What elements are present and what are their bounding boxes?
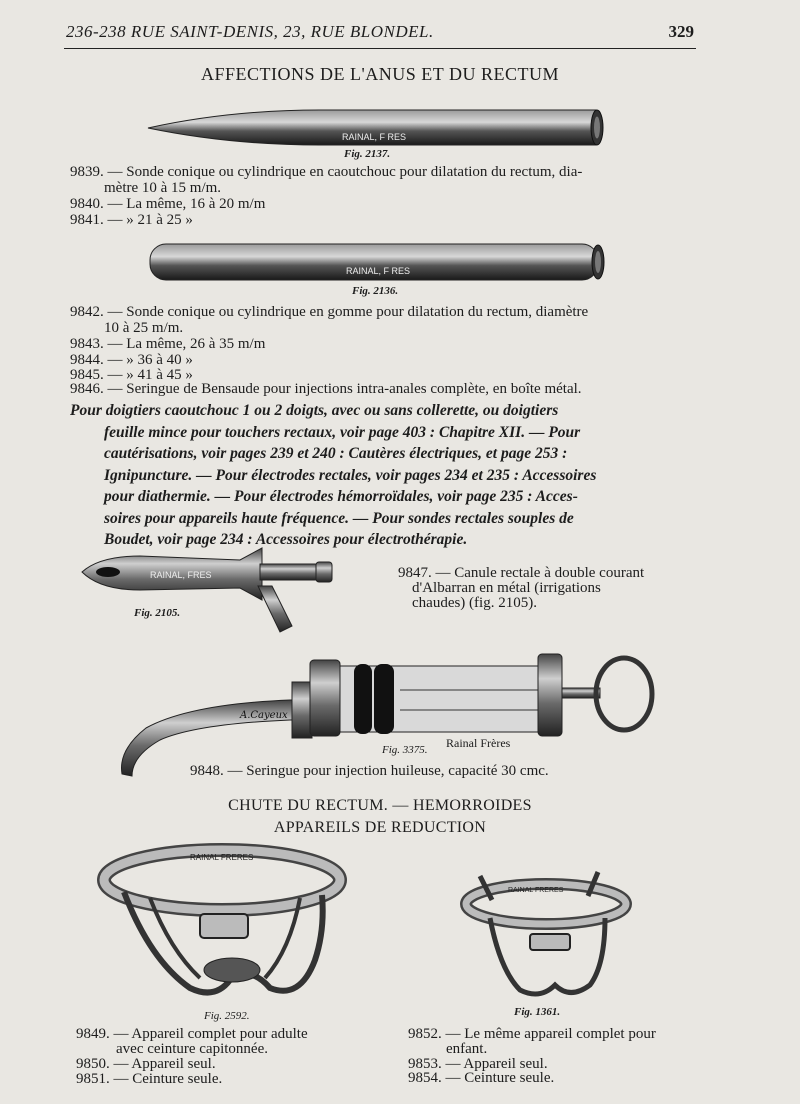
engraving-label: RAINAL FRERES — [190, 853, 254, 862]
item-9846: 9846. — Seringue de Bensaude pour injections intra-anales complète, en boîte métal. — [70, 381, 582, 397]
item-9850: 9850. — Appareil seul. — [76, 1056, 216, 1072]
item-9853: 9853. — Appareil seul. — [408, 1056, 548, 1072]
note-line: Ignipuncture. — Pour électrodes rectales, voir pages 234 et 235 : Accessoires — [104, 466, 597, 484]
item-9839-line2: mètre 10 à 15 m/m. — [104, 180, 222, 196]
item-9847-line2: d'Albarran en métal (irrigations — [412, 580, 601, 596]
item-9854: 9854. — Ceinture seule. — [408, 1070, 555, 1086]
section-subtitle-appareils: APPAREILS DE REDUCTION — [273, 819, 487, 836]
item-9849-line1: 9849. — Appareil complet pour adulte — [76, 1026, 308, 1042]
figure-caption-2136: Fig. 2136. — [352, 285, 399, 297]
running-title: 236-238 RUE SAINT-DENIS, 23, RUE BLONDEL. — [66, 22, 434, 41]
figure-caption-1361: Fig. 1361. — [514, 1006, 561, 1018]
note-line: soires pour appareils haute fréquence. — Pour sondes rectales souples de — [104, 509, 574, 527]
cylindrical-sound-illustration — [150, 244, 604, 280]
item-9842-line2: 10 à 25 m/m. — [104, 320, 184, 336]
item-9843: 9843. — La même, 26 à 35 m/m — [70, 336, 266, 352]
section-title-chute-du-rectum: CHUTE DU RECTUM. — HEMORROIDES — [228, 797, 532, 814]
note-line: Boudet, voir page 234 : Accessoires pour électrothérapie. — [104, 531, 468, 548]
item-9848: 9848. — Seringue pour injection huileuse, capacité 30 cmc. — [190, 763, 549, 779]
item-9845: 9845. — » 41 à 45 » — [70, 367, 193, 383]
figure-caption-2592: Fig. 2592. — [204, 1010, 250, 1022]
item-9852-line1: 9852. — Le même appareil complet pour — [408, 1026, 656, 1042]
item-9840: 9840. — La même, 16 à 20 m/m — [70, 196, 266, 212]
item-9839-line1: 9839. — Sonde conique ou cylindrique en caoutchouc pour dilatation du rectum, dia- — [70, 164, 583, 180]
conical-sound-illustration — [148, 110, 603, 145]
section-title-anus-rectum: AFFECTIONS DE L'ANUS ET DU RECTUM — [201, 64, 559, 84]
engraving-label: RAINAL, F RES — [346, 266, 411, 276]
figure-caption-3375: Fig. 3375. — [382, 744, 428, 756]
page-number: 329 — [668, 22, 694, 41]
engraving-label: RAINAL, F RES — [342, 132, 407, 142]
note-line: pour diathermie. — Pour électrodes hémorroïdales, voir page 235 : Acces- — [104, 488, 578, 505]
note-line: feuille mince pour touchers rectaux, voir page 403 : Chapitre XII. — Pour — [104, 423, 581, 441]
item-9847-line1: 9847. — Canule rectale à double courant — [398, 565, 645, 581]
engraving-label: RAINAL, FRES — [150, 570, 212, 580]
note-line: Pour doigtiers caoutchouc 1 ou 2 doigts, avec ou sans collerette, ou doigtiers — [70, 402, 559, 419]
item-9851: 9851. — Ceinture seule. — [76, 1071, 223, 1087]
child-reduction-apparatus-illustration — [466, 872, 626, 994]
item-9852-line2: enfant. — [446, 1041, 488, 1057]
item-9847-line3: chaudes) (fig. 2105). — [412, 595, 537, 611]
engraving-label: RAINAL FRERES — [508, 887, 564, 894]
adult-reduction-apparatus-illustration — [104, 850, 340, 993]
cross-reference-note — [70, 400, 694, 551]
engraver-signature: A.Cayeux — [240, 710, 288, 721]
oil-syringe-illustration — [122, 654, 653, 776]
item-9842-line1: 9842. — Sonde conique ou cylindrique en gomme pour dilatation du rectum, diamètre — [70, 304, 589, 320]
item-9849-line2: avec ceinture capitonnée. — [116, 1041, 268, 1057]
maker-name: Rainal Frères — [446, 736, 511, 750]
item-9841: 9841. — » 21 à 25 » — [70, 212, 193, 228]
figure-caption-2105: Fig. 2105. — [134, 607, 181, 619]
figure-caption-2137: Fig. 2137. — [344, 148, 391, 160]
note-line: cautérisations, voir pages 239 et 240 : Cautères électriques, et page 253 : — [104, 445, 568, 462]
item-9844: 9844. — » 36 à 40 » — [70, 352, 193, 368]
rectal-canula-illustration — [82, 548, 332, 632]
